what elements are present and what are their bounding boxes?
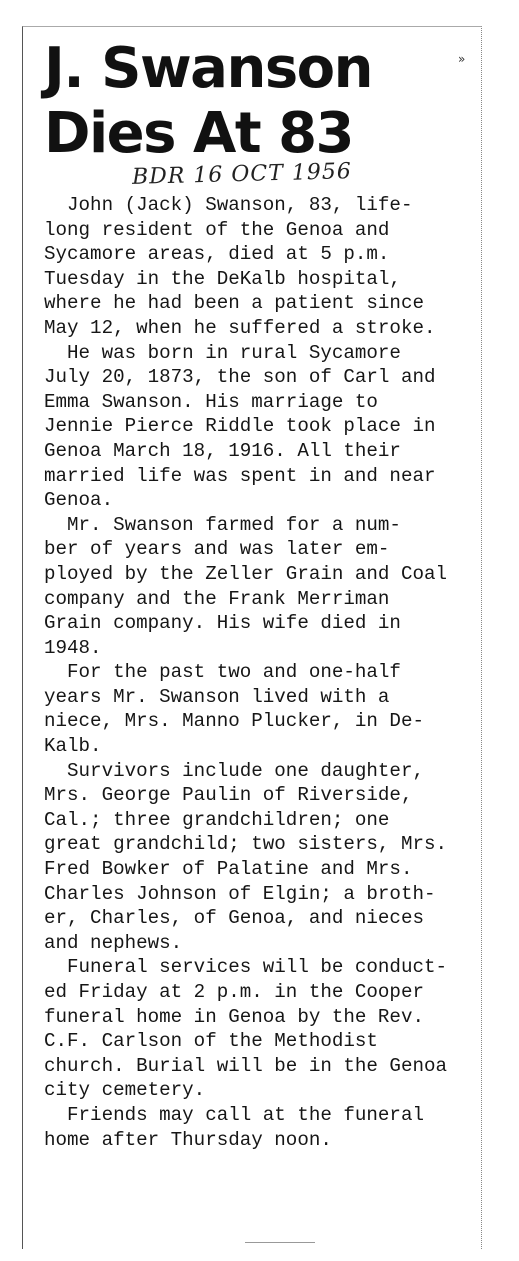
article-line: niece, Mrs. Manno Plucker, in De- bbox=[44, 710, 424, 733]
article-line: Sycamore areas, died at 5 p.m. bbox=[44, 243, 390, 266]
headline-line-1: J. Swanson bbox=[44, 36, 372, 101]
article-line: Cal.; three grandchildren; one bbox=[44, 808, 390, 831]
handwritten-date-note: BDR 16 OCT 1956 bbox=[131, 159, 353, 190]
article-line: funeral home in Genoa by the Rev. bbox=[44, 1005, 424, 1028]
article-line: city cemetery. bbox=[44, 1079, 206, 1102]
article-line: Mrs. George Paulin of Riverside, bbox=[44, 784, 413, 807]
article-line: Grain company. His wife died in bbox=[44, 612, 401, 635]
article-line: Funeral services will be conduct- bbox=[44, 956, 448, 979]
article-line: May 12, when he suffered a stroke. bbox=[44, 316, 436, 339]
article-line: company and the Frank Merriman bbox=[44, 587, 390, 610]
article-line: John (Jack) Swanson, 83, life- bbox=[44, 194, 413, 216]
article-line: For the past two and one-half bbox=[44, 661, 401, 684]
article-line: He was born in rural Sycamore bbox=[44, 341, 401, 364]
article-line: Genoa. bbox=[44, 489, 114, 512]
article-line: Emma Swanson. His marriage to bbox=[44, 390, 378, 413]
article-line: great grandchild; two sisters, Mrs. bbox=[44, 833, 448, 856]
article-body bbox=[44, 193, 464, 1152]
article-line: Mr. Swanson farmed for a num- bbox=[44, 513, 401, 536]
corner-mark: » bbox=[458, 52, 466, 66]
article-line: and nephews. bbox=[44, 931, 183, 954]
headline bbox=[44, 36, 372, 166]
article-line: Charles Johnson of Elgin; a broth- bbox=[44, 882, 436, 905]
article-line: C.F. Carlson of the Methodist bbox=[44, 1030, 378, 1053]
article-line: Friends may call at the funeral bbox=[44, 1103, 424, 1126]
article-line: July 20, 1873, the son of Carl and bbox=[44, 366, 436, 389]
article-line: 1948. bbox=[44, 636, 102, 659]
article-line: home after Thursday noon. bbox=[44, 1128, 332, 1151]
article-line: Jennie Pierce Riddle took place in bbox=[44, 415, 436, 438]
article-line: ed Friday at 2 p.m. in the Cooper bbox=[44, 981, 424, 1003]
article-line: married life was spent in and near bbox=[44, 464, 436, 487]
article-line: er, Charles, of Genoa, and nieces bbox=[44, 907, 424, 930]
article-line: Fred Bowker of Palatine and Mrs. bbox=[44, 858, 413, 881]
article-line: Survivors include one daughter, bbox=[44, 759, 424, 782]
article-line: years Mr. Swanson lived with a bbox=[44, 685, 390, 708]
article-line: Tuesday in the DeKalb hospital, bbox=[44, 267, 401, 290]
end-rule bbox=[245, 1242, 315, 1243]
article-line: where he had been a patient since bbox=[44, 292, 424, 315]
headline-line-2: Dies At 83 bbox=[44, 101, 354, 166]
article-line: church. Burial will be in the Genoa bbox=[44, 1054, 448, 1077]
article-line: Genoa March 18, 1916. All their bbox=[44, 439, 401, 462]
article-line: Kalb. bbox=[44, 735, 102, 758]
article-line: ployed by the Zeller Grain and Coal bbox=[44, 562, 448, 585]
article-line: long resident of the Genoa and bbox=[44, 218, 390, 241]
article-line: ber of years and was later em- bbox=[44, 538, 390, 561]
